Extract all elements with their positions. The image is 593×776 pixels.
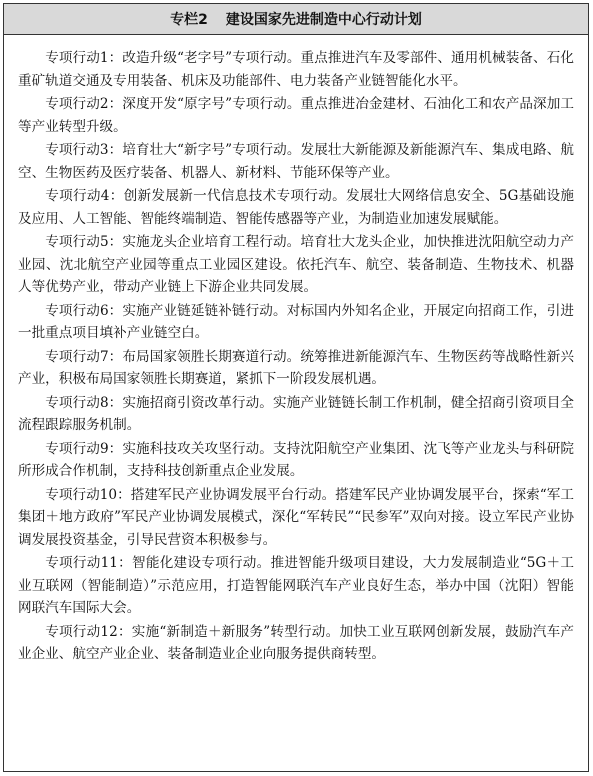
action-text: 培育壮大龙头企业，加快推进沈阳航空动力产业园、沈北航空产业园等重点工业园区建设。依托汽车、航空、装备制造、生物技术、机器人等优势产业，带动产业链上下游企业共同发展。	[18, 234, 574, 295]
action-item-8	[18, 392, 574, 437]
action-item-10	[18, 484, 574, 552]
action-item-1	[18, 47, 574, 92]
action-title: 专项行动11：智能化建设专项行动。	[45, 555, 271, 571]
action-text: 重点推进冶金建材、石油化工和农产品深加工等产业转型升级。	[18, 96, 575, 135]
action-title: 专项行动10：搭建军民产业协调发展平台行动。	[45, 486, 336, 503]
action-item-9	[18, 438, 574, 483]
action-title: 专项行动9：实施科技攻关攻坚行动。	[45, 440, 273, 457]
action-title: 专项行动2：深度开发“原字号”专项行动。	[45, 96, 301, 112]
action-text: 发展壮大网络信息安全、5G基础设施及应用、人工智能、智能终端制造、智能传感器等产业，为制造业加速发展赋能。	[18, 188, 574, 227]
action-title: 专项行动4：创新发展新一代信息技术专项行动。	[45, 188, 347, 204]
action-title: 专项行动7：布局国家领胜长期赛道行动。	[45, 348, 301, 365]
box-title: 建设国家先进制造中心行动计划	[225, 12, 422, 28]
action-title: 专项行动5：实施龙头企业培育工程行动。	[45, 234, 301, 250]
box-label: 专栏2	[170, 12, 208, 28]
action-title: 专项行动1：改造升级“老字号”专项行动。	[45, 50, 301, 66]
action-item-12	[18, 621, 574, 666]
box-body	[4, 35, 588, 673]
action-title: 专项行动8：实施招商引资改革行动。	[45, 394, 273, 411]
action-item-4	[18, 185, 574, 230]
action-text: 推进智能升级项目建设，大力发展制造业“5G＋工业互联网（智能制造）”示范应用，打造智能网联汽车产业良好生态，举办中国（沈阳）智能网联汽车国际大会。	[18, 555, 574, 616]
sidebar-box	[3, 3, 589, 772]
action-title: 专项行动12：实施“新制造＋新服务”转型行动。	[45, 623, 340, 640]
action-item-7	[18, 346, 574, 391]
action-item-2	[18, 93, 574, 138]
action-text: 加快工业互联网创新发展，鼓励汽车产业企业、航空产业企业、装备制造业企业向服务提供商转型。	[18, 623, 574, 662]
action-text: 支持沈阳航空产业集团、沈飞等产业龙头与科研院所形成合作机制，支持科技创新重点企业发展。	[18, 440, 575, 479]
action-text: 统筹推进新能源汽车、生物医药等战略性新兴产业，积极布局国家领胜长期赛道，紧抓下一阶段发展机遇。	[18, 348, 574, 387]
action-text: 发展壮大新能源及新能源汽车、集成电路、航空、生物医药及医疗装备、机器人、新材料、节能环保等产业。	[18, 142, 575, 181]
action-text: 对标国内外知名企业，开展定向招商工作，引进一批重点项目填补产业链空白。	[18, 302, 574, 341]
action-title: 专项行动3：培育壮大“新字号”专项行动。	[45, 142, 301, 158]
action-item-11	[18, 552, 574, 620]
action-title: 专项行动6：实施产业链延链补链行动。	[45, 302, 287, 319]
action-text: 实施产业链链长制工作机制，健全招商引资项目全流程跟踪服务机制。	[18, 394, 575, 433]
action-item-5	[18, 231, 574, 299]
box-header	[4, 4, 588, 35]
action-item-3	[18, 139, 574, 184]
action-text: 重点推进汽车及零部件、通用机械装备、石化重矿轨道交通及专用装备、机床及功能部件、电力装备产业链智能化水平。	[18, 50, 575, 89]
action-text: 搭建军民产业协调发展平台，探索“军工集团＋地方政府”军民产业协调发展模式，深化“军转民”“民参军”双向对接。设立军民产业协调发展投资基金，引导民营资本积极参与。	[18, 486, 575, 548]
action-item-6	[18, 300, 574, 345]
